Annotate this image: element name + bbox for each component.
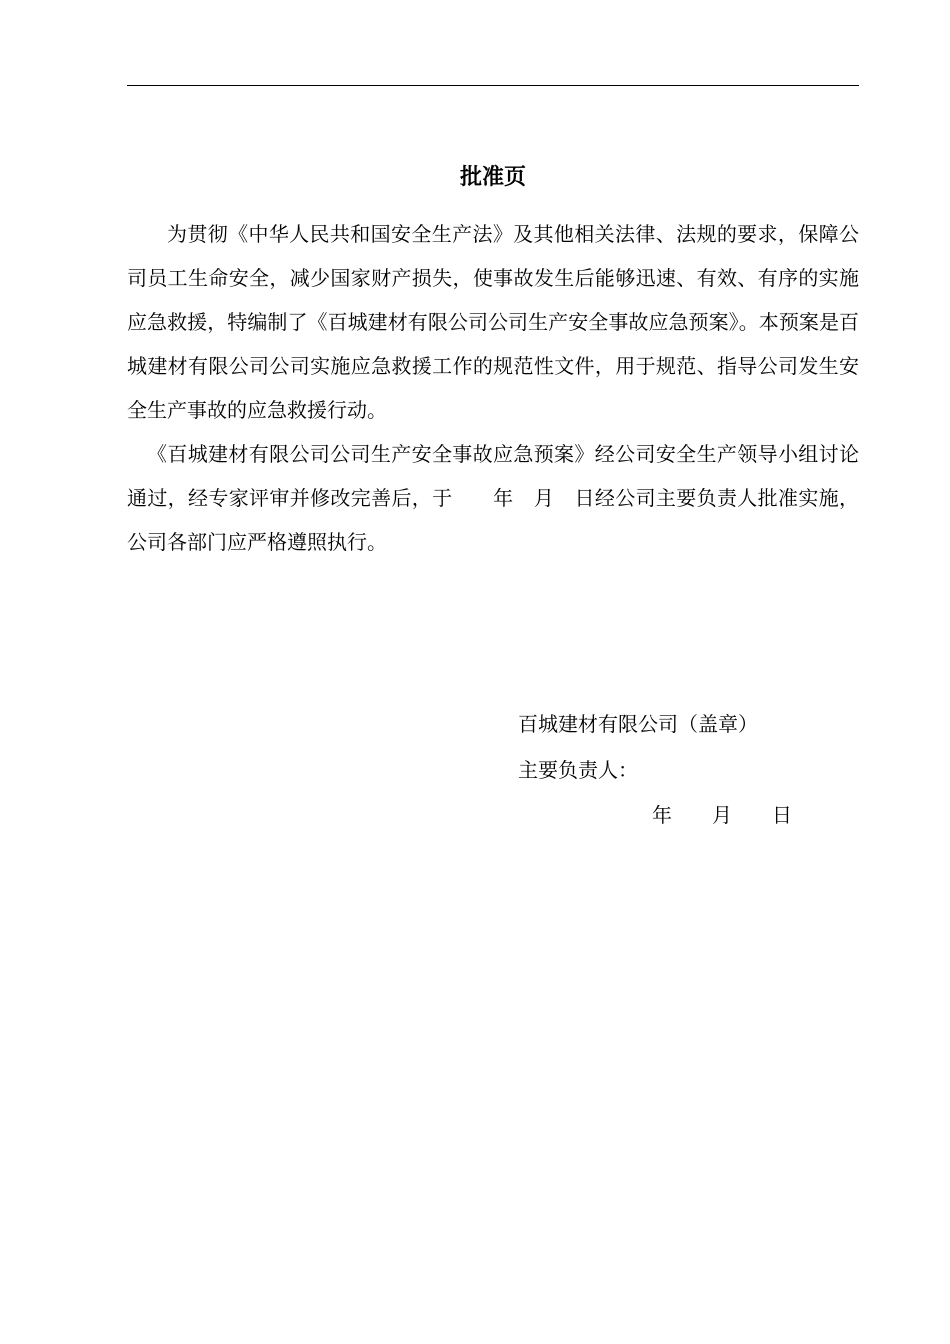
signature-date: 年 月 日 xyxy=(652,803,792,827)
header-rule xyxy=(127,85,859,86)
approval-paragraph-1: 为贯彻《中华人民共和国安全生产法》及其他相关法律、法规的要求，保障公司员工生命安全，减少国家财产损失，使事故发生后能够迅速、有效、有序的实施应急救援，特编制了《百城建材有限公司公司生产安全事故应急预案》。本预案是百城建材有限公司公司实施应急救援工作的规范性文件，用于规范、指导公司发生安全生产事故的应急救援行动。 xyxy=(127,222,859,422)
approval-paragraph-2: 《百城建材有限公司公司生产安全事故应急预案》经公司安全生产领导小组讨论通过，经专家评审并修改完善后，于 年 月 日经公司主要负责人批准实施，公司各部门应严格遵照执行。 xyxy=(127,442,859,554)
signature-responsible-person: 主要负责人： xyxy=(518,758,638,782)
company-seal-note: 公司（盖章） xyxy=(638,712,758,736)
page-title: 批准页 xyxy=(459,165,526,190)
company-name: 百城建材有限 xyxy=(518,712,638,736)
signature-company xyxy=(518,706,758,742)
